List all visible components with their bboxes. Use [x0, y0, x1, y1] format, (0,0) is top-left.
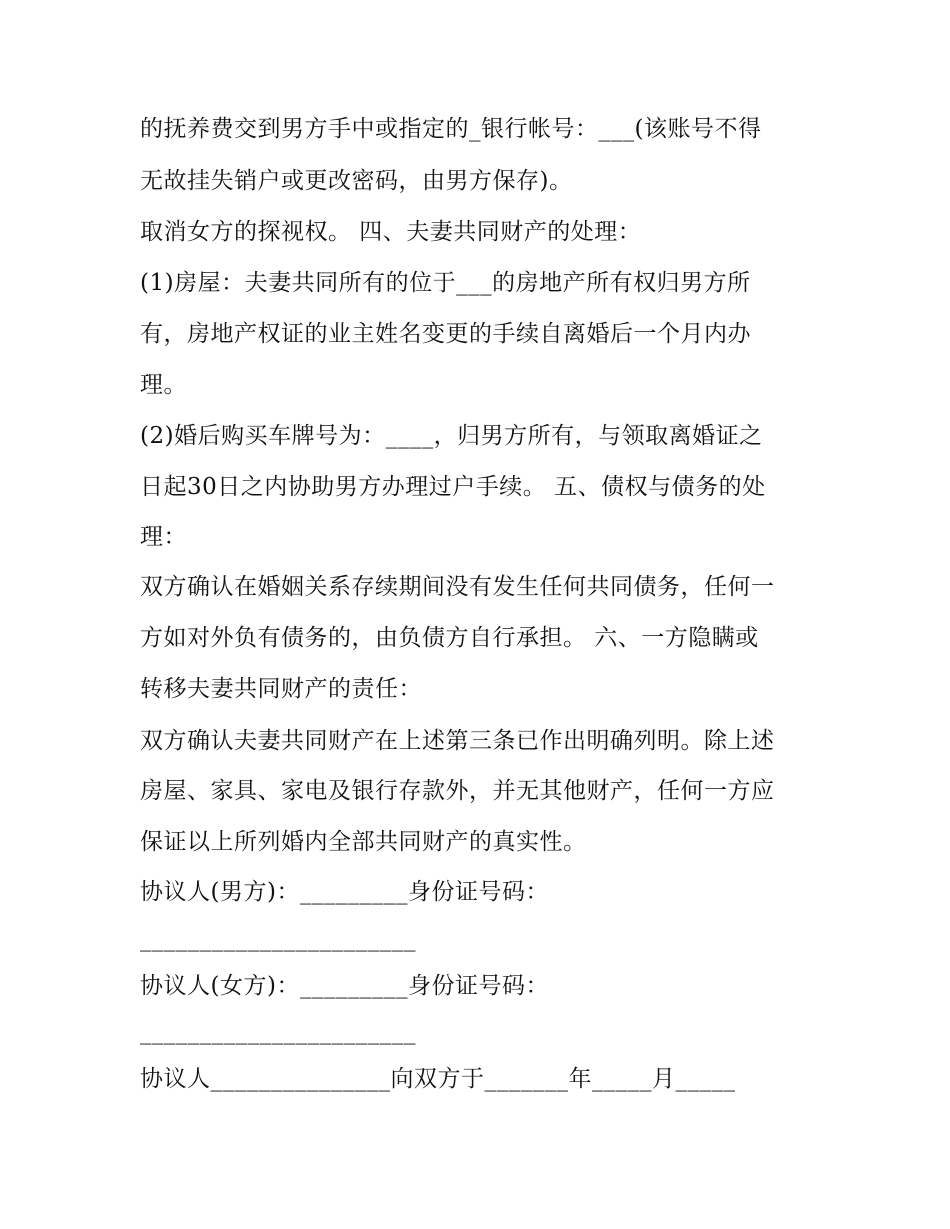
text-line: 保证以上所列婚内全部共同财产的真实性。 [140, 829, 587, 855]
text-line: 房屋、家具、家电及银行存款外，并无其他财产，任何一方应 [140, 778, 775, 804]
text-line: 的抚养费交到男方手中或指定的_银行帐号：___(该账号不得 [140, 116, 762, 142]
text-line: 理。 [140, 372, 187, 398]
signature-blank: _______________________ [140, 926, 416, 952]
text-line: 双方确认夫妻共同财产在上述第三条已作出明确列明。除上述 [140, 728, 775, 754]
text-line: 转移夫妻共同财产的责任： [140, 676, 422, 702]
text-line: 有，房地产权证的业主姓名变更的手续自离婚后一个月内办 [140, 321, 751, 347]
text-line: 无故挂失销户或更改密码，由男方保存)。 [140, 168, 573, 194]
text-line: 双方确认在婚姻关系存续期间没有发生任何共同债务，任何一 [140, 574, 775, 600]
signature-line-female: 协议人(女方)：_________身份证号码： [140, 973, 549, 999]
text-line: 理： [140, 524, 187, 550]
text-line: 取消女方的探视权。 四、夫妻共同财产的处理： [140, 219, 642, 245]
text-line: 方如对外负有债务的，由负债方自行承担。 六、一方隐瞒或 [140, 625, 759, 651]
signature-line-male: 协议人(男方)：_________身份证号码： [140, 879, 549, 905]
text-line: 日起30日之内协助男方办理过户手续。 五、债权与债务的处 [140, 474, 766, 500]
text-line: (2)婚后购买车牌号为：____，归男方所有，与领取离婚证之 [140, 423, 763, 449]
text-line: (1)房屋：夫妻共同所有的位于___的房地产所有权归男方所 [140, 270, 751, 296]
signature-blank: _______________________ [140, 1019, 416, 1045]
signature-line-date: 协议人_______________向双方于_______年_____月_____ [140, 1066, 736, 1092]
